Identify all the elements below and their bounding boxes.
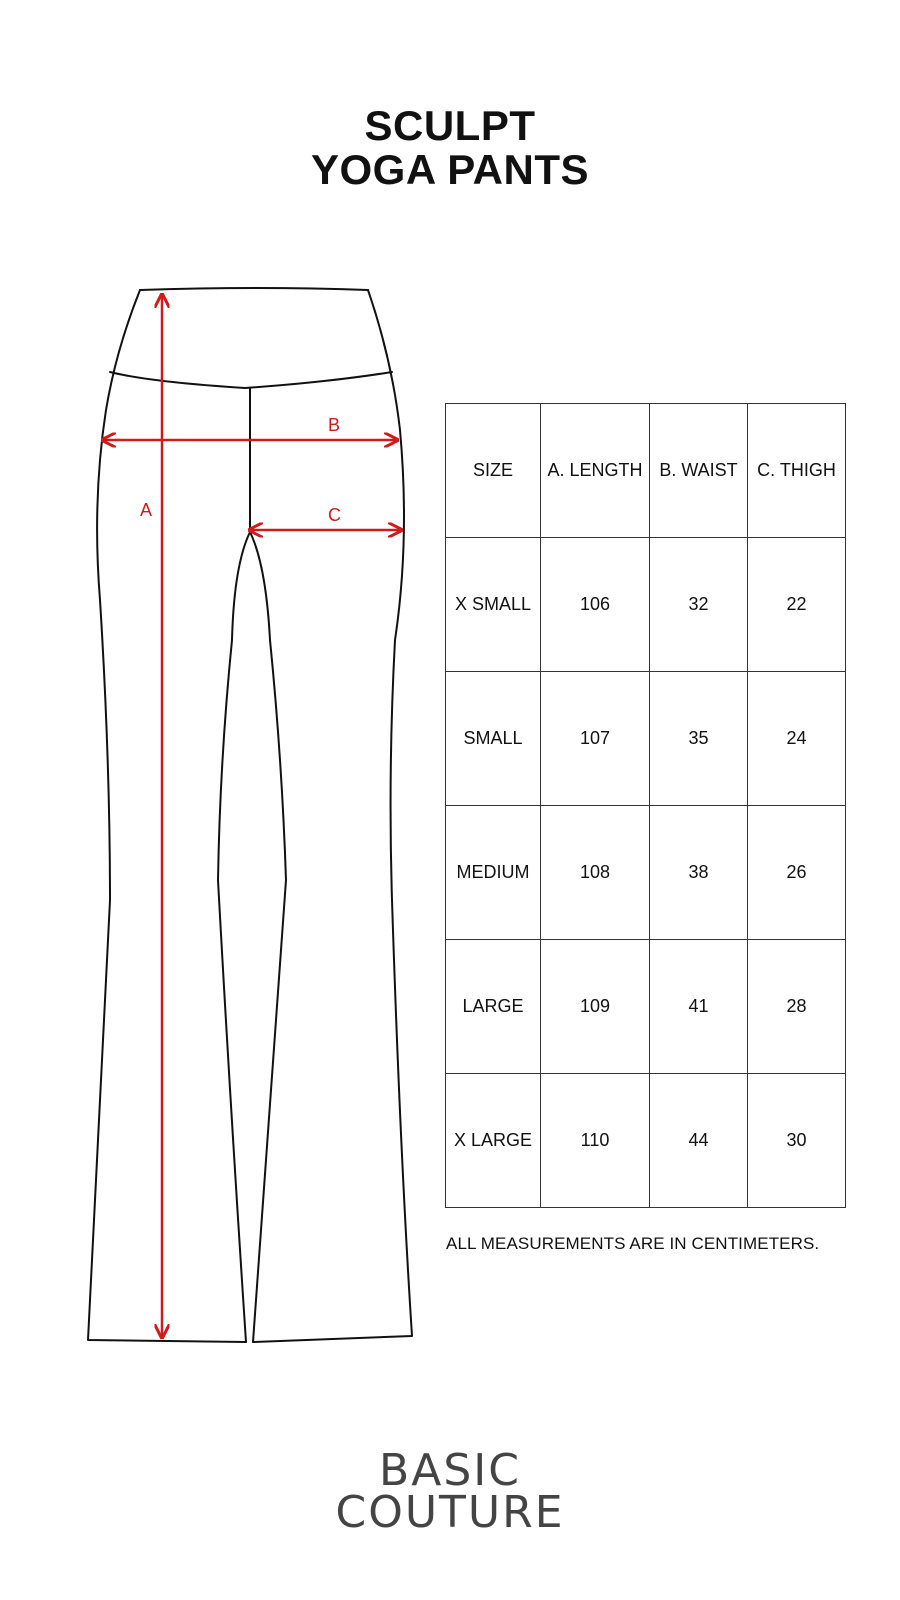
thigh-cell: 22 (748, 538, 846, 672)
waist-cell: 35 (650, 672, 748, 806)
header-size: SIZE (446, 404, 541, 538)
table-row (446, 806, 846, 940)
size-chart-table (445, 403, 846, 1208)
left-leg-outline (88, 290, 246, 1342)
table-row (446, 1074, 846, 1208)
title-line-1: SCULPT (364, 102, 536, 149)
table-row (446, 940, 846, 1074)
header-length: A. LENGTH (541, 404, 650, 538)
logo-line-1: BASIC (379, 1445, 521, 1496)
table-row (446, 538, 846, 672)
logo-line-2: COUTURE (335, 1487, 565, 1538)
length-cell: 106 (541, 538, 650, 672)
inner-left-leg (218, 532, 250, 1342)
header-thigh: C. THIGH (748, 404, 846, 538)
waist-cell: 38 (650, 806, 748, 940)
length-cell: 108 (541, 806, 650, 940)
size-cell: SMALL (446, 672, 541, 806)
thigh-cell: 24 (748, 672, 846, 806)
measurement-lines (104, 296, 400, 1336)
size-cell: MEDIUM (446, 806, 541, 940)
waist-cell: 44 (650, 1074, 748, 1208)
label-c: C (328, 505, 341, 525)
title-line-2: YOGA PANTS (310, 146, 590, 193)
brand-logo (330, 1445, 570, 1538)
thigh-cell: 28 (748, 940, 846, 1074)
waist-cell: 41 (650, 940, 748, 1074)
size-cell: LARGE (446, 940, 541, 1074)
pants-outline (88, 288, 412, 1342)
table-row (446, 672, 846, 806)
length-cell: 110 (541, 1074, 650, 1208)
length-cell: 109 (541, 940, 650, 1074)
thigh-cell: 30 (748, 1074, 846, 1208)
size-cell: X SMALL (446, 538, 541, 672)
table-header-row (446, 404, 846, 538)
length-cell: 107 (541, 672, 650, 806)
right-leg-outline (253, 290, 412, 1342)
waist-cell: 32 (650, 538, 748, 672)
header-waist: B. WAIST (650, 404, 748, 538)
inner-right-leg (250, 532, 286, 1342)
size-cell: X LARGE (446, 1074, 541, 1208)
thigh-cell: 26 (748, 806, 846, 940)
waistband-seam (110, 372, 392, 388)
pants-diagram (0, 0, 440, 1370)
label-a: A (140, 500, 153, 520)
measurement-note: ALL MEASUREMENTS ARE IN CENTIMETERS. (446, 1234, 820, 1253)
label-b: B (328, 415, 341, 435)
waistband-top (140, 288, 368, 290)
